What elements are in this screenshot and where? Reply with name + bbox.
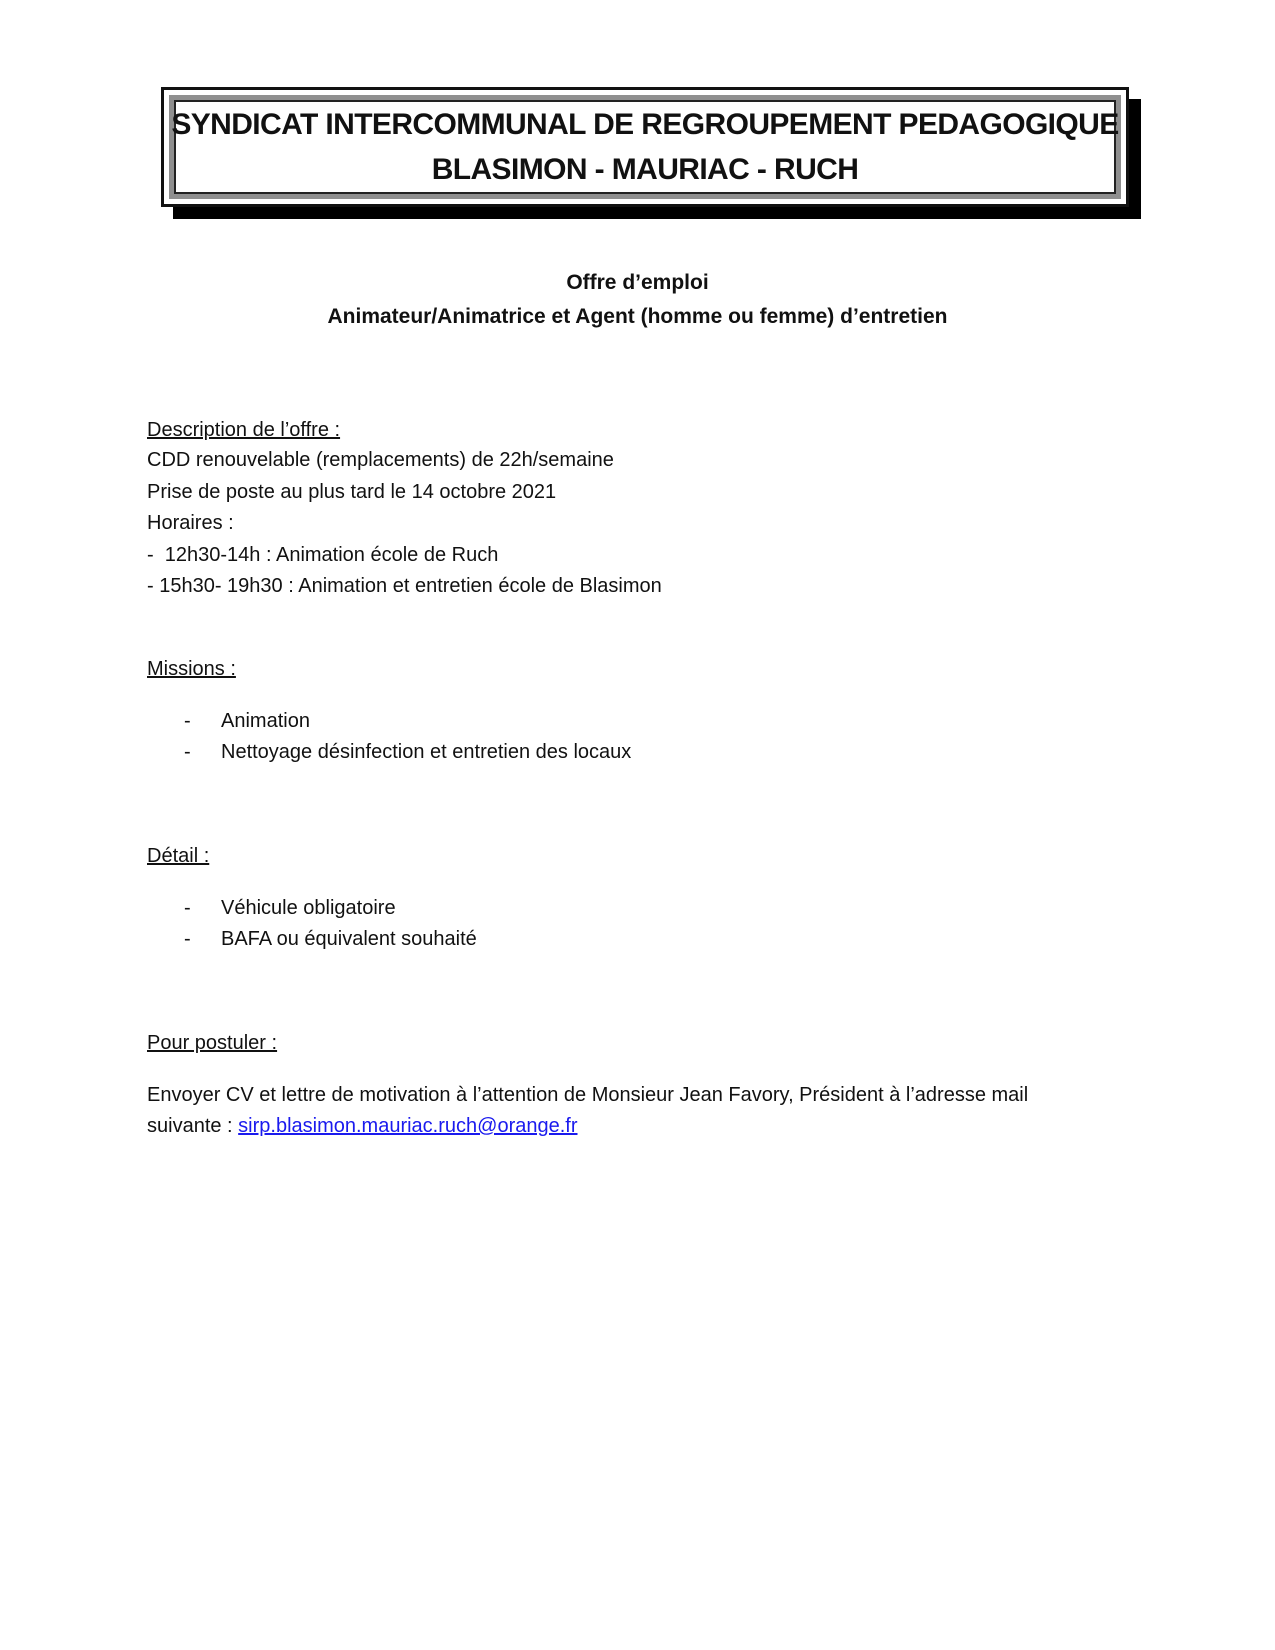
header-frame <box>169 95 1121 199</box>
detail-item: BAFA ou équivalent souhaité <box>221 928 477 950</box>
apply-email-line <box>147 1112 578 1140</box>
mission-item: Animation <box>221 710 310 732</box>
description-line: CDD renouvelable (remplacements) de 22h/semaine <box>147 449 614 471</box>
offer-title-block <box>0 266 1275 334</box>
apply-email-prefix: suivante : <box>147 1115 239 1137</box>
detail-heading: Détail : <box>147 845 210 867</box>
bullet-dash: - <box>184 710 191 732</box>
missions-heading: Missions : <box>147 658 236 680</box>
bullet-dash: - <box>184 897 191 919</box>
description-line: Prise de poste au plus tard le 14 octobre 2021 <box>147 481 557 503</box>
mission-item: Nettoyage désinfection et entretien des locaux <box>221 741 632 763</box>
bullet-dash: - <box>184 741 191 763</box>
apply-instructions: Envoyer CV et lettre de motivation à l’attention de Monsieur Jean Favory, Président à l’adresse mail <box>147 1084 1029 1106</box>
header-content <box>171 100 1119 194</box>
apply-heading: Pour postuler : <box>147 1032 278 1054</box>
bullet-dash: - <box>184 928 191 950</box>
header-organization-name: SYNDICAT INTERCOMMUNAL DE REGROUPEMENT PEDAGOGIQUE <box>171 108 1119 141</box>
header-box <box>161 87 1129 207</box>
schedule-line: - 15h30- 19h30 : Animation et entretien école de Blasimon <box>147 575 662 597</box>
description-line: Horaires : <box>147 512 234 534</box>
offer-title: Offre d’emploi <box>566 271 709 294</box>
header-communes: BLASIMON - MAURIAC - RUCH <box>431 153 859 186</box>
offer-subtitle: Animateur/Animatrice et Agent (homme ou femme) d’entretien <box>327 305 948 328</box>
email-link[interactable]: sirp.blasimon.mauriac.ruch@orange.fr <box>238 1115 578 1137</box>
schedule-line: - 12h30-14h : Animation école de Ruch <box>147 544 499 566</box>
description-heading: Description de l’offre : <box>147 419 341 441</box>
detail-item: Véhicule obligatoire <box>221 897 396 919</box>
